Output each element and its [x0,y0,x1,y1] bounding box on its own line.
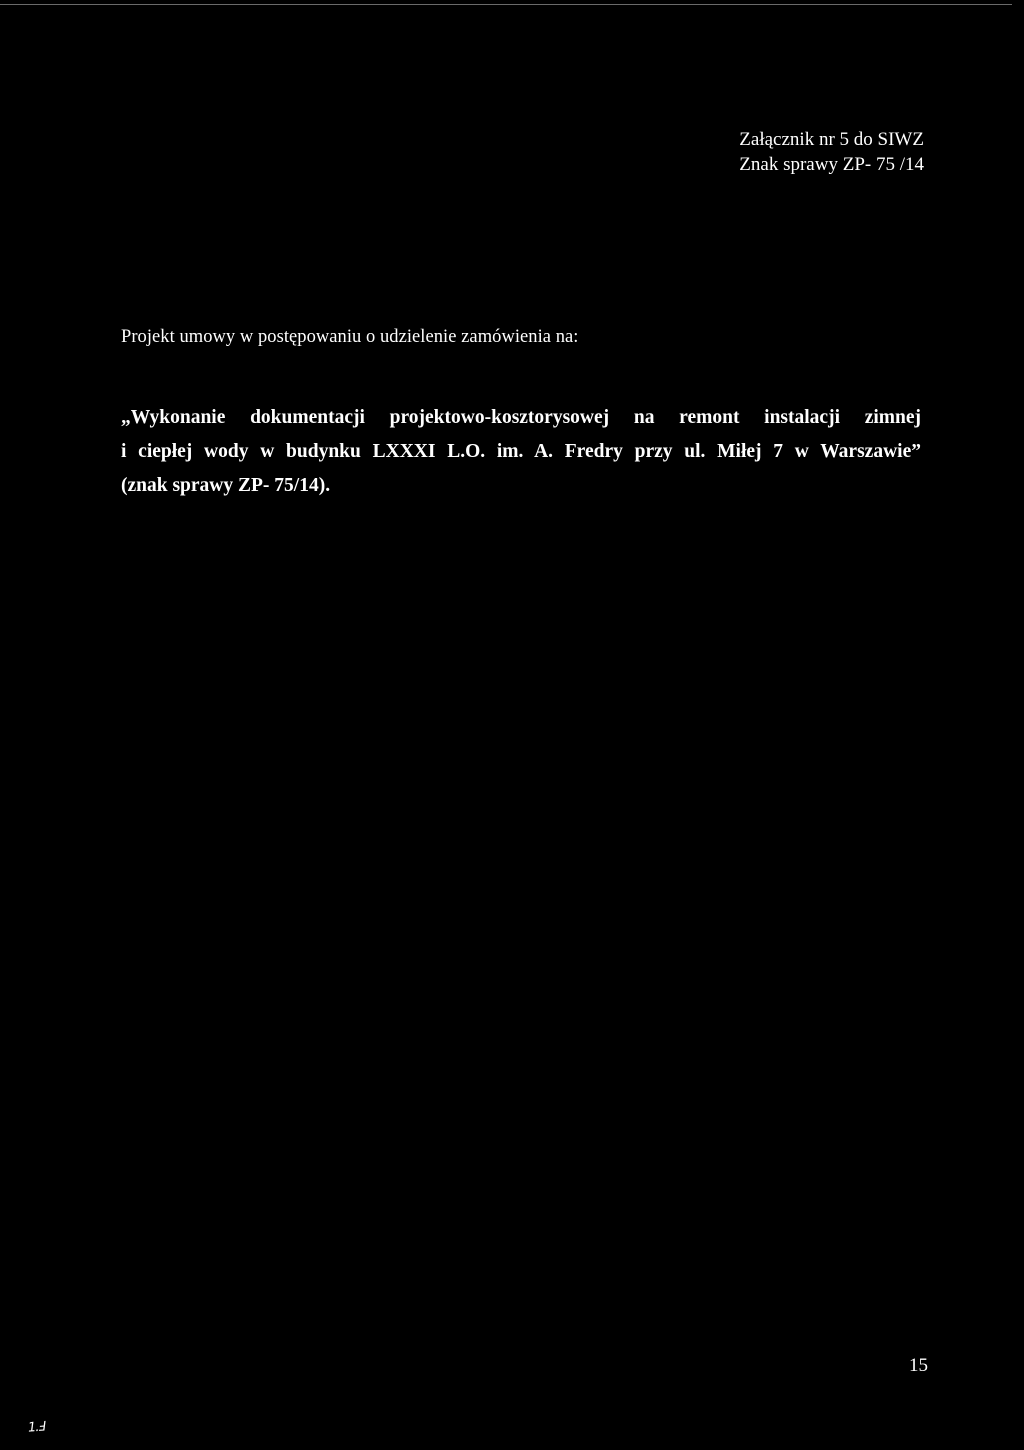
case-reference: Znak sprawy ZP- 75 /14 [739,154,924,175]
subject-line-2: i ciepłej wody w budynku LXXXI L.O. im. A. Fredry przy ul. Miłej 7 w Warszawie” [121,441,921,462]
scan-edge-line [0,4,1012,5]
subject-line-3: (znak sprawy ZP- 75/14). [121,475,331,496]
document-header [739,127,924,177]
handwritten-initials: 1.Ⅎ [27,1419,46,1436]
intro-text: Projekt umowy w postępowaniu o udzielenie zamówienia na: [121,327,579,347]
contract-subject [121,401,921,503]
subject-line-1: „Wykonanie dokumentacji projektowo-kosztorysowej na remont instalacji zimnej [121,407,921,428]
page-number: 15 [909,1355,928,1376]
attachment-label: Załącznik nr 5 do SIWZ [739,129,924,150]
